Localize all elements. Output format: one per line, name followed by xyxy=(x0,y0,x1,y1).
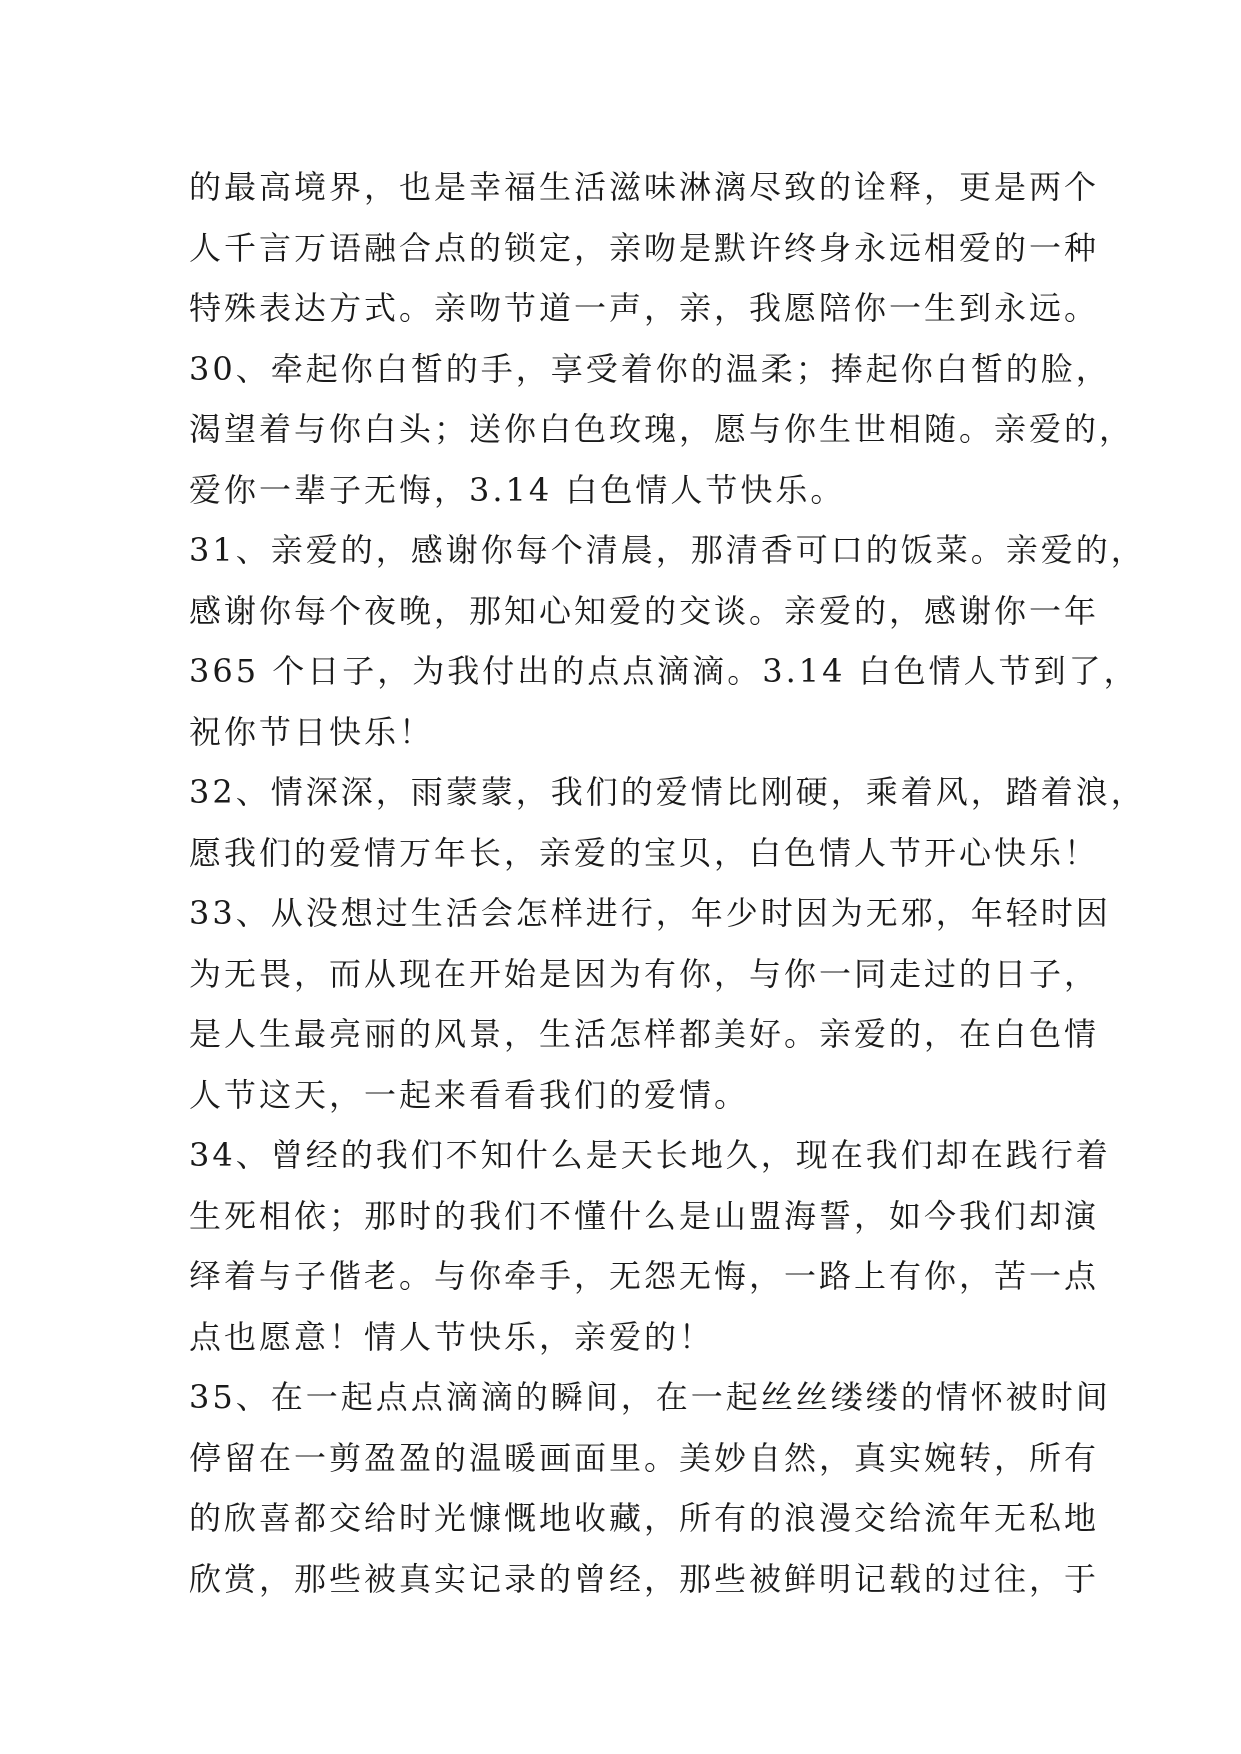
text-line: 是人生最亮丽的风景，生活怎样都美好。亲爱的，在白色情 xyxy=(189,1015,1100,1053)
text-line: 34、曾经的我们不知什么是天长地久，现在我们却在践行着 xyxy=(189,1136,1111,1174)
text-line: 祝你节日快乐！ xyxy=(189,712,435,751)
text-line: 渴望着与你白头；送你白色玫瑰，愿与你生世相随。亲爱的， xyxy=(189,410,1135,448)
text-line: 生死相依；那时的我们不懂什么是山盟海誓，如今我们却演 xyxy=(189,1196,1100,1235)
text-line: 绎着与子偕老。与你牵手，无怨无悔，一路上有你，苦一点 xyxy=(189,1257,1100,1295)
text-line: 点也愿意！情人节快乐，亲爱的！ xyxy=(189,1317,715,1356)
text-line: 为无畏，而从现在开始是因为有你，与你一同走过的日子， xyxy=(189,954,1100,993)
text-line: 停留在一剪盈盈的温暖画面里。美妙自然，真实婉转，所有 xyxy=(189,1438,1100,1477)
text-line: 的最高境界，也是幸福生活滋味淋漓尽致的诠释，更是两个 xyxy=(189,168,1100,206)
text-line: 欣赏，那些被真实记录的曾经，那些被鲜明记载的过往，于 xyxy=(189,1559,1100,1598)
text-line: 33、从没想过生活会怎样进行，年少时因为无邪，年轻时因 xyxy=(189,894,1111,932)
text-line: 30、牵起你白皙的手，享受着你的温柔；捧起你白皙的脸， xyxy=(189,349,1111,388)
text-line: 人千言万语融合点的锁定，亲吻是默许终身永远相爱的一种 xyxy=(189,228,1100,267)
text-line: 31、亲爱的，感谢你每个清晨，那清香可口的饭菜。亲爱的， xyxy=(189,531,1146,569)
text-line: 爱你一辈子无悔，3.14 白色情人节快乐。 xyxy=(189,470,846,509)
text-line: 愿我们的爱情万年长，亲爱的宝贝，白色情人节开心快乐！ xyxy=(189,833,1100,872)
text-line: 35、在一起点点滴滴的瞬间，在一起丝丝缕缕的情怀被时间 xyxy=(189,1378,1111,1416)
text-line: 32、情深深，雨蒙蒙，我们的爱情比刚硬，乘着风，踏着浪， xyxy=(189,773,1146,811)
text-line: 感谢你每个夜晚，那知心知爱的交谈。亲爱的，感谢你一年 xyxy=(189,591,1100,630)
text-line: 特殊表达方式。亲吻节道一声，亲，我愿陪你一生到永远。 xyxy=(189,289,1100,327)
text-line: 的欣喜都交给时光慷慨地收藏，所有的浪漫交给流年无私地 xyxy=(189,1499,1100,1537)
text-line: 365 个日子，为我付出的点点滴滴。3.14 白色情人节到了， xyxy=(189,652,1139,690)
body-text xyxy=(189,157,1146,1609)
text-line: 人节这天，一起来看看我们的爱情。 xyxy=(189,1075,750,1114)
